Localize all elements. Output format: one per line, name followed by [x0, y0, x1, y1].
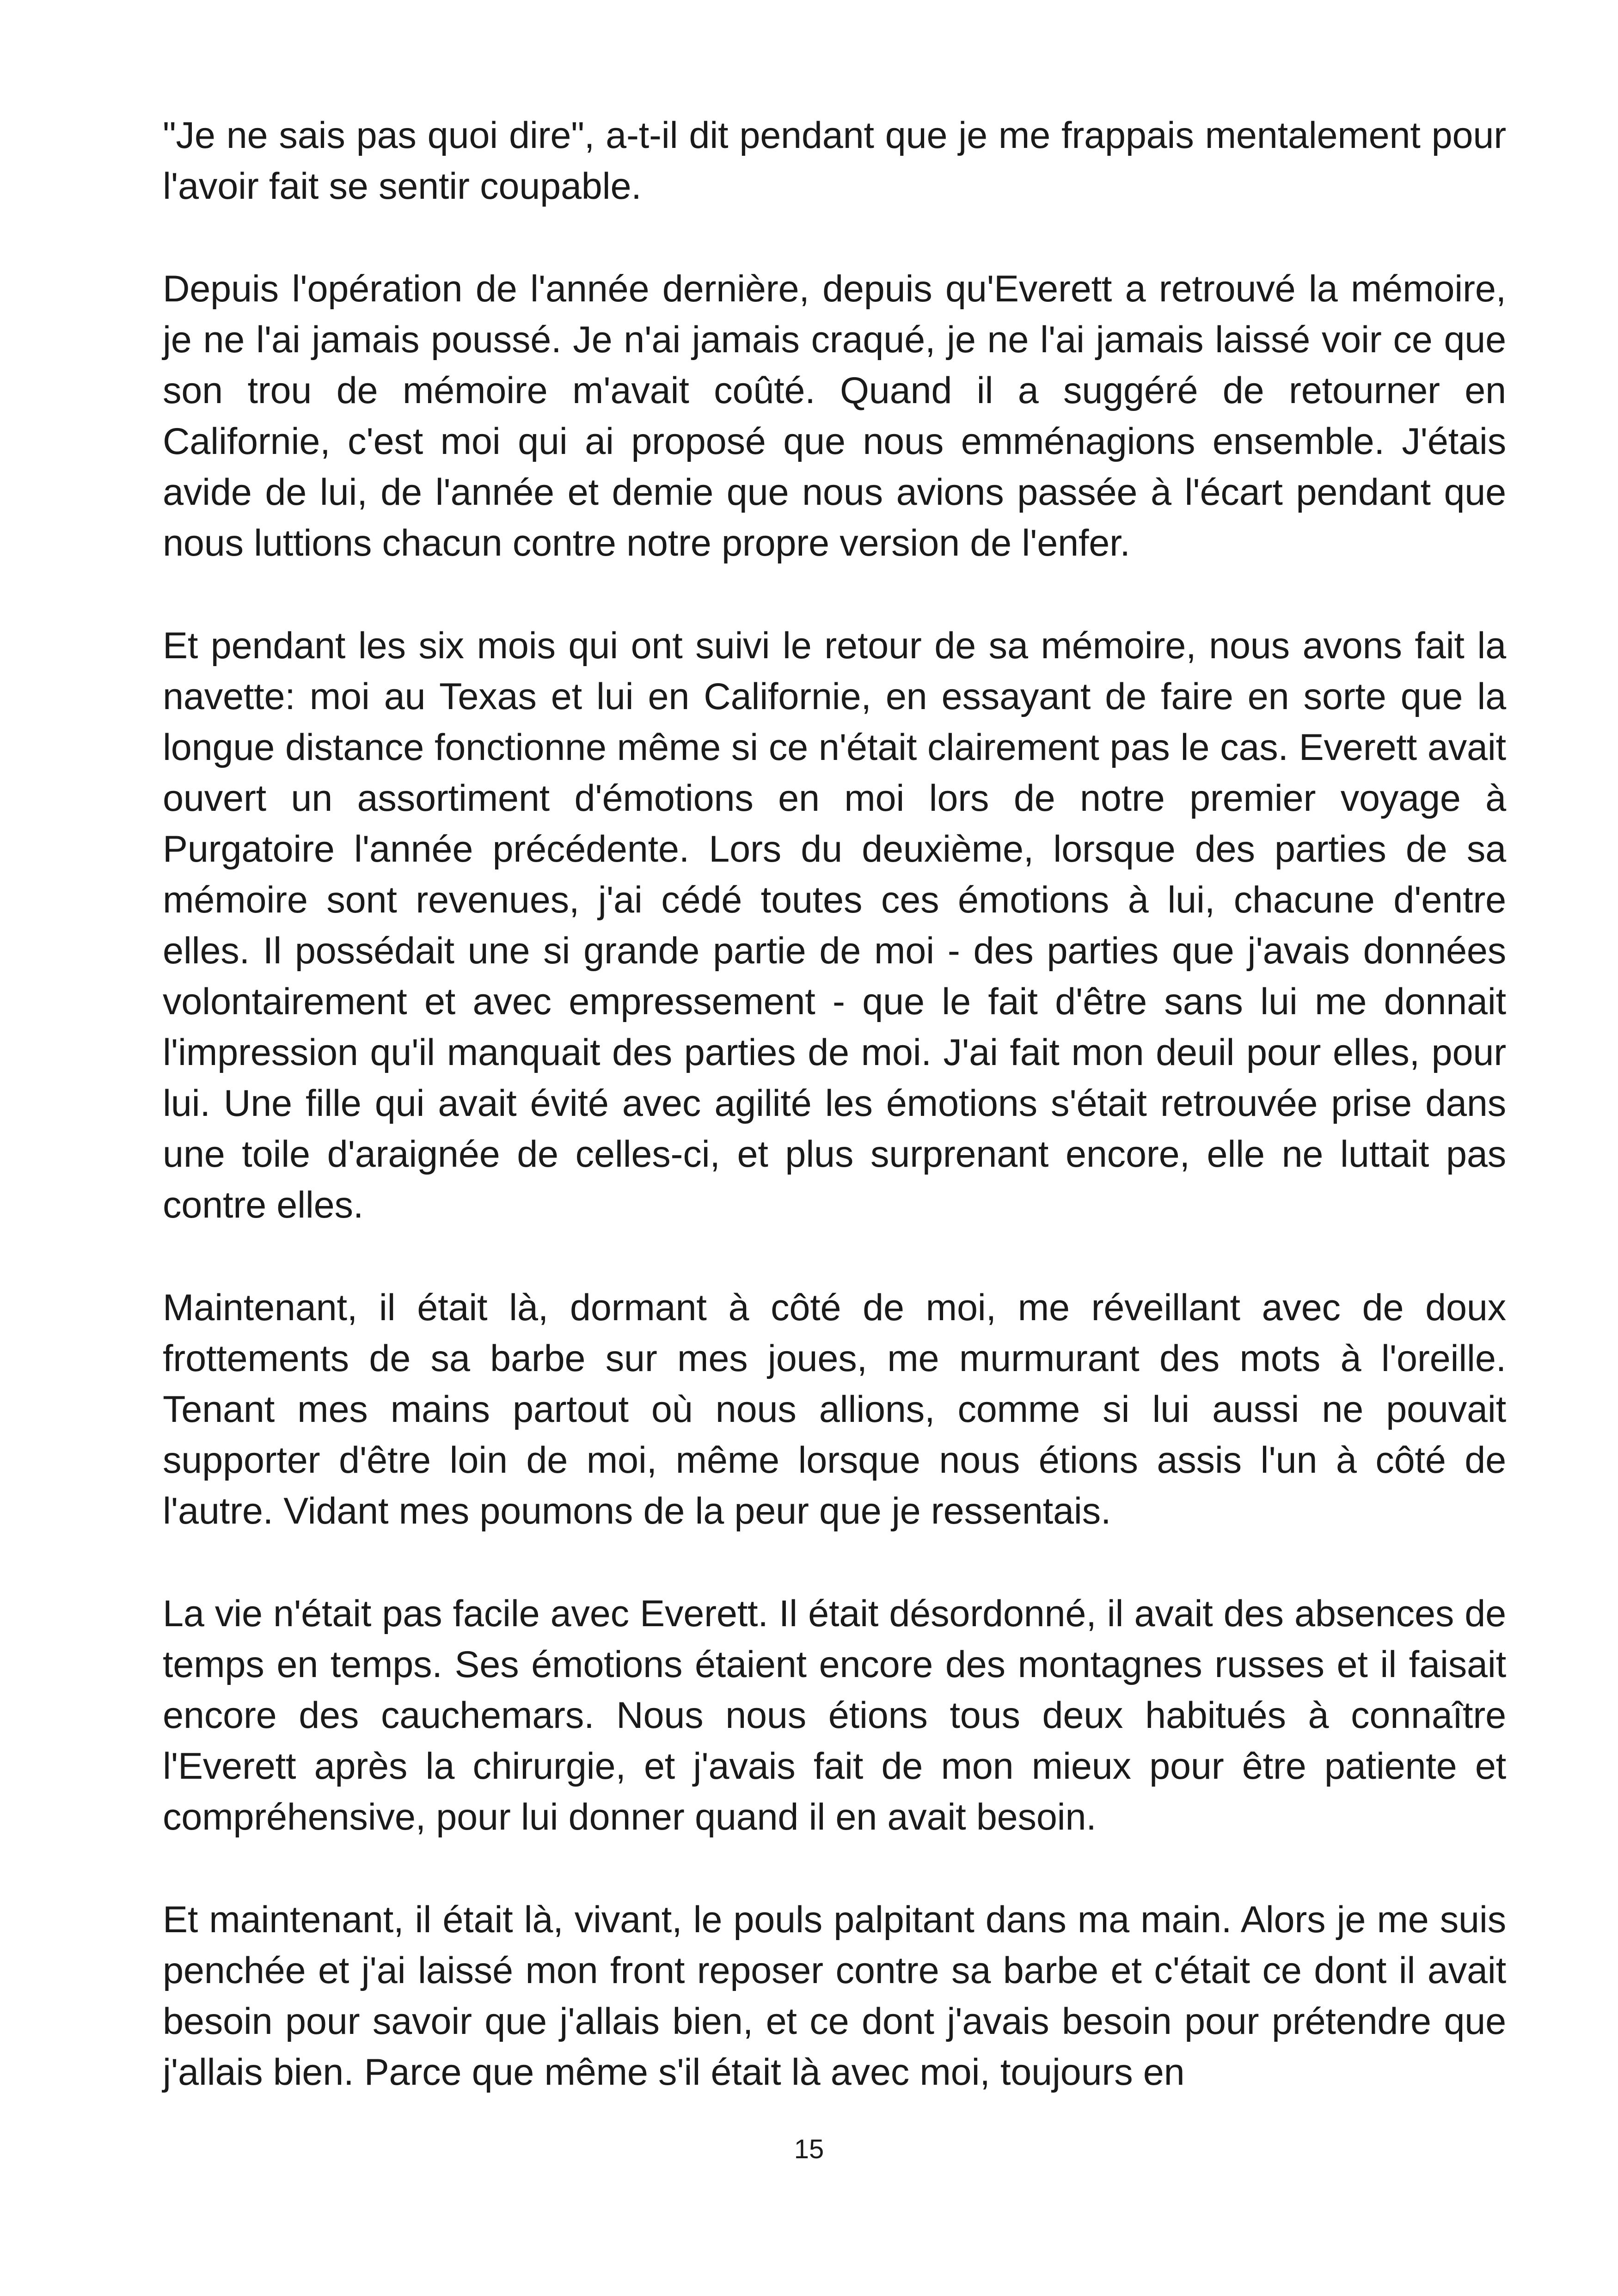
page-number: 15: [794, 2134, 824, 2164]
paragraph-1: "Je ne sais pas quoi dire", a-t-il dit pendant que je me frappais mentalement pour l'avoir fait se sentir coupable.: [163, 115, 1506, 207]
paragraph-6: Et maintenant, il était là, vivant, le pouls palpitant dans ma main. Alors je me suis penchée et j'ai laissé mon front reposer contre sa barbe et c'était ce dont il avait besoin pour savoir que j'allais bien, et ce dont j'avais besoin pour prétendre que j'allais bien. Parce que même s'il était là avec moi, toujours en: [163, 1899, 1506, 2093]
paragraph-4: Maintenant, il était là, dormant à côté de moi, me réveillant avec de doux frottements de sa barbe sur mes joues, me murmurant des mots à l'oreille. Tenant mes mains partout où nous allions, comme si lui aussi ne pouvait supporter d'être loin de moi, même lorsque nous étions assis l'un à côté de l'autre. Vidant mes poumons de la peur que je ressentais.: [163, 1287, 1506, 1532]
body-text: [163, 110, 1506, 2098]
paragraph-3: Et pendant les six mois qui ont suivi le retour de sa mémoire, nous avons fait la navette: moi au Texas et lui en Californie, en essayant de faire en sorte que la longue distance fonctionne même si ce n'était clairement pas le cas. Everett avait ouvert un assortiment d'émotions en moi lors de notre premier voyage à Purgatoire l'année précédente. Lors du deuxième, lorsque des parties de sa mémoire sont revenues, j'ai cédé toutes ces émotions à lui, chacune d'entre elles. Il possédait une si grande partie de moi - des parties que j'avais données volontairement et avec empressement - que le fait d'être sans lui me donnait l'impression qu'il manquait des parties de moi. J'ai fait mon deuil pour elles, pour lui. Une fille qui avait évité avec agilité les émotions s'était retrouvée prise dans une toile d'araignée de celles-ci, et plus surprenant encore, elle ne luttait pas contre elles.: [163, 625, 1506, 1226]
paragraph-5: La vie n'était pas facile avec Everett. Il était désordonné, il avait des absences de temps en temps. Ses émotions étaient encore des montagnes russes et il faisait encore des cauchemars. Nous nous étions tous deux habitués à connaître l'Everett après la chirurgie, et j'avais fait de mon mieux pour être patiente et compréhensive, pour lui donner quand il en avait besoin.: [163, 1593, 1506, 1838]
paragraph-2: Depuis l'opération de l'année dernière, depuis qu'Everett a retrouvé la mémoire, je ne l'ai jamais poussé. Je n'ai jamais craqué, je ne l'ai jamais laissé voir ce que son trou de mémoire m'avait coûté. Quand il a suggéré de retourner en Californie, c'est moi qui ai proposé que nous emménagions ensemble. J'étais avide de lui, de l'année et demie que nous avions passée à l'écart pendant que nous luttions chacun contre notre propre version de l'enfer.: [163, 268, 1506, 564]
